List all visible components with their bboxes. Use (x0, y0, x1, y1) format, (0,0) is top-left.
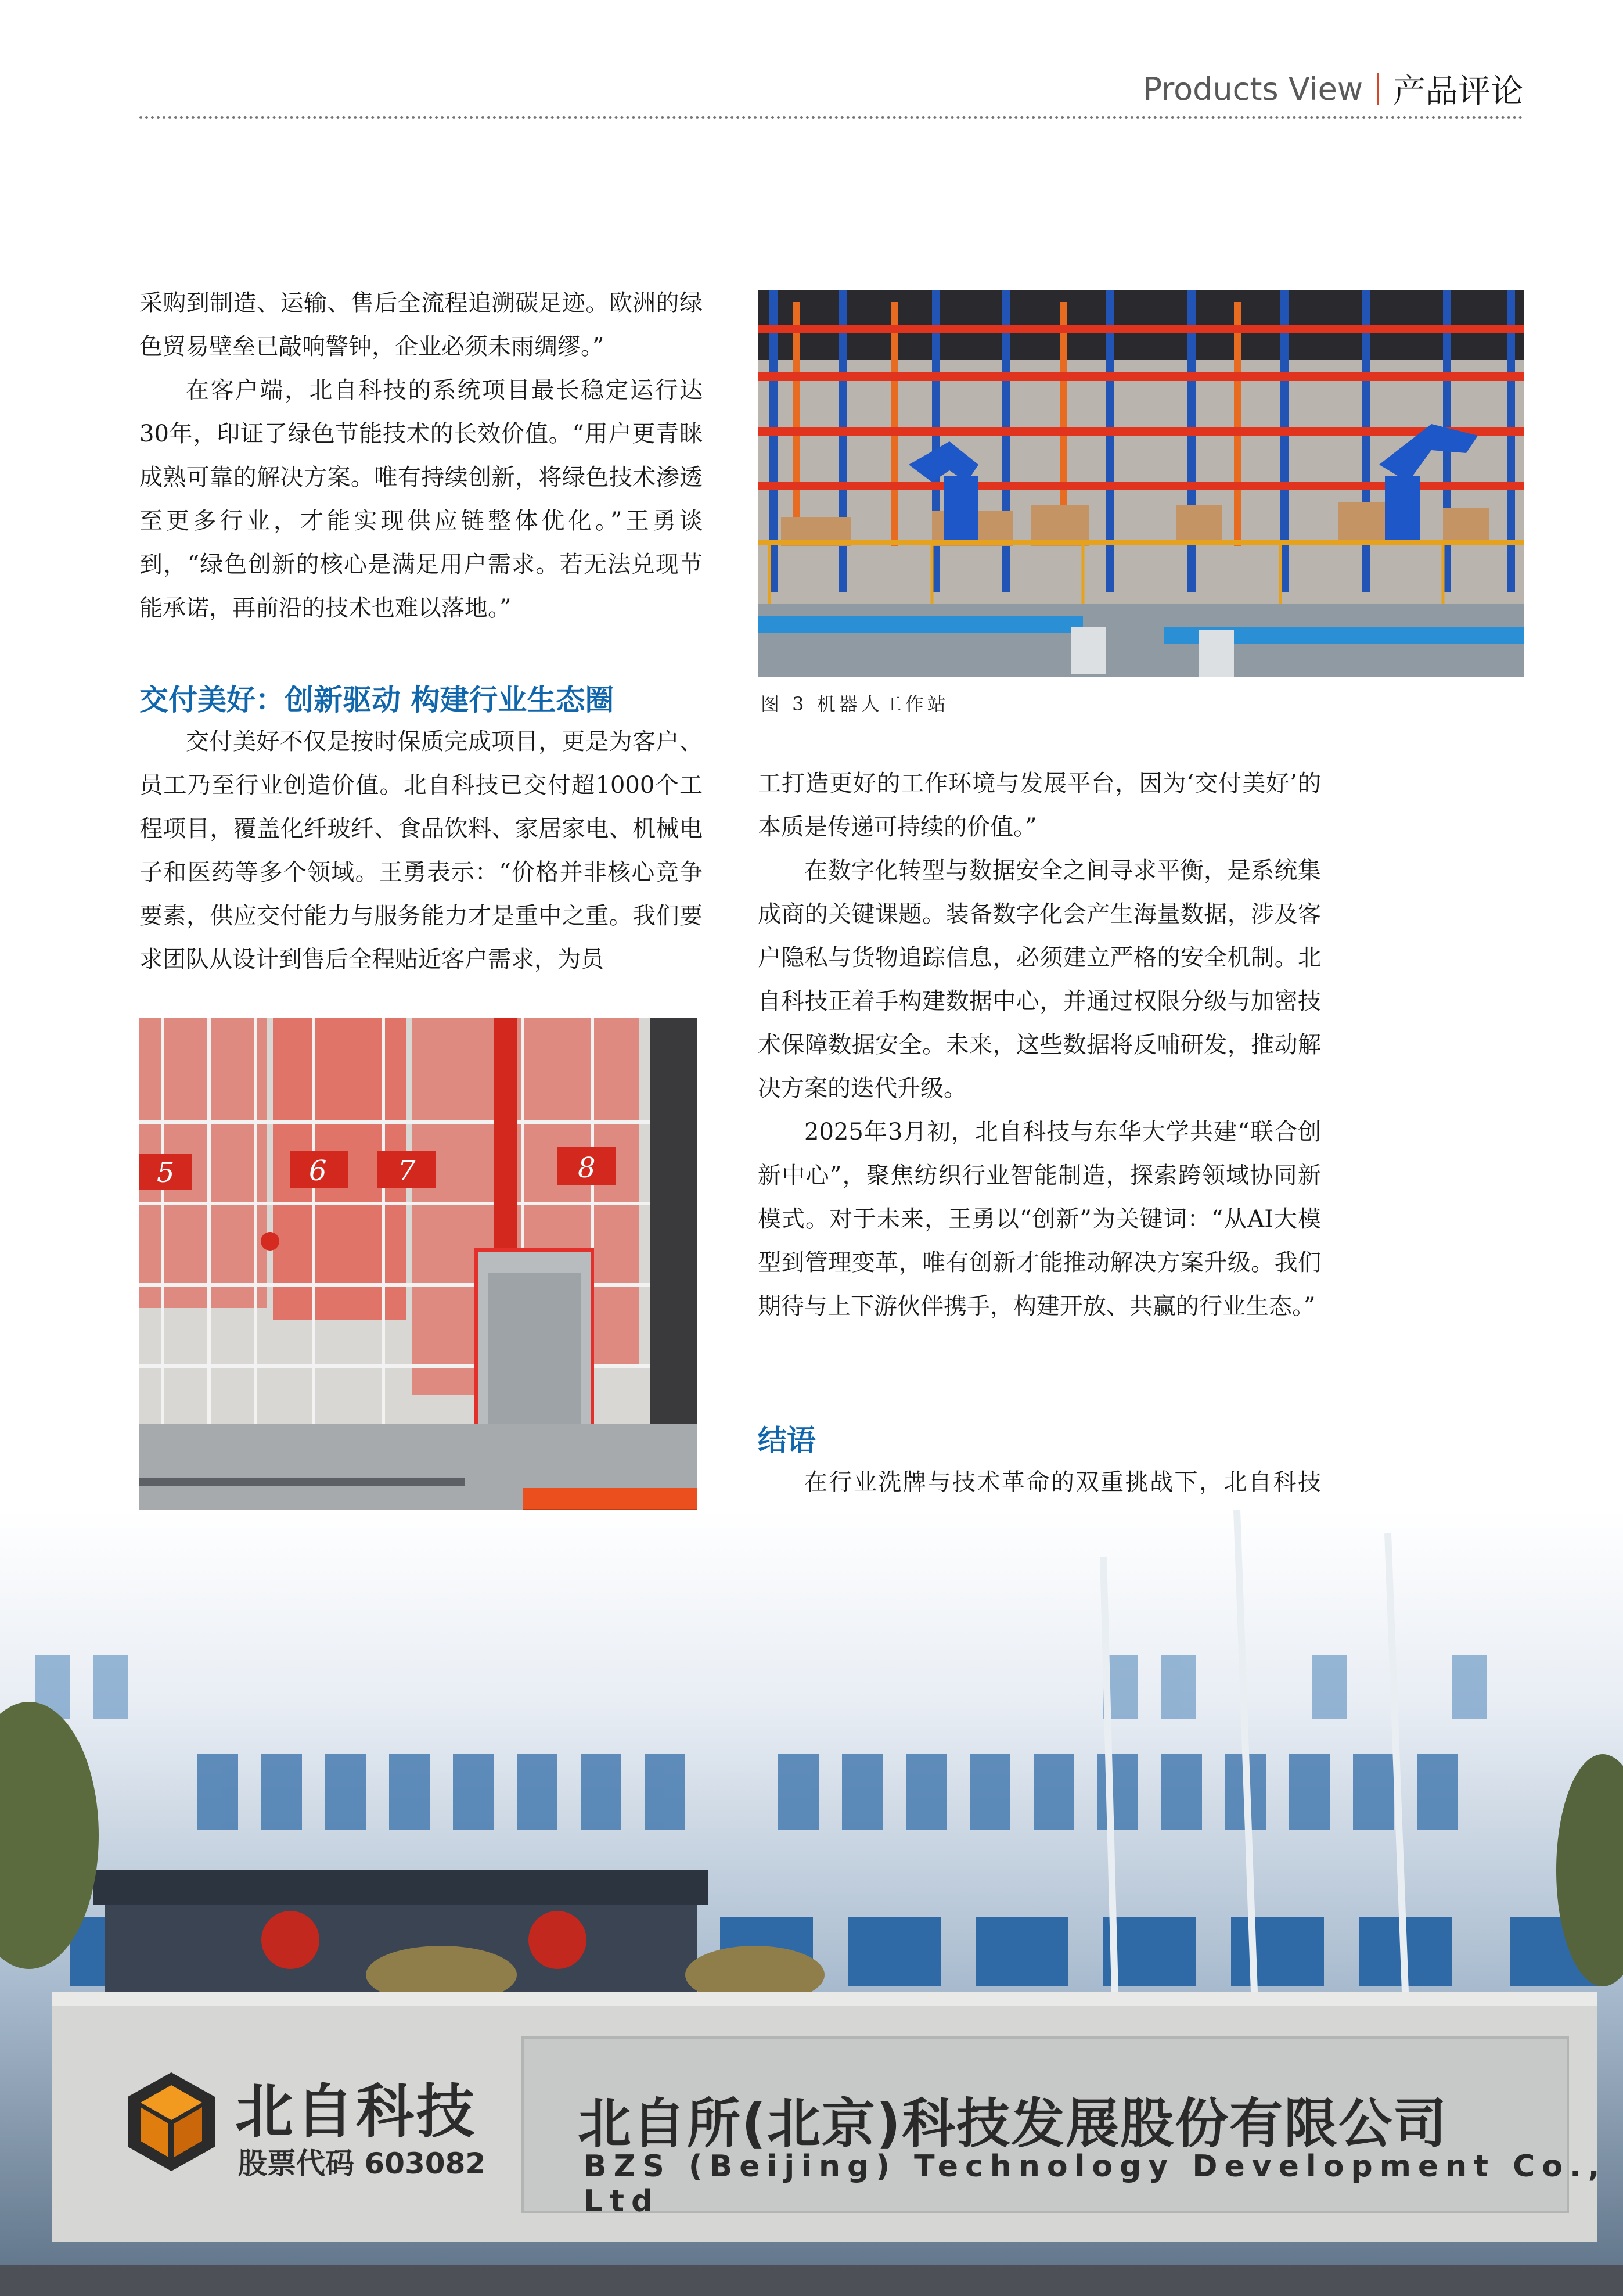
header-divider (1377, 73, 1379, 105)
rack-number: 6 (309, 1155, 327, 1187)
section-title-zh: 产品评论 (1393, 73, 1523, 110)
rack-number: 7 (398, 1155, 416, 1187)
paragraph: 采购到制造、运输、售后全流程追溯碳足迹。欧洲的绿色贸易壁垒已敲响警钟，企业必须未雨绸缪。” (139, 290, 703, 360)
rack-number: 5 (157, 1156, 175, 1189)
section-heading: 结语 (758, 1424, 816, 1457)
left-column-top (139, 282, 703, 630)
paragraph: 在数字化转型与数据安全之间寻求平衡，是系统集成商的关键课题。装备数字化会产生海量数据，涉及客户隐私与货物追踪信息，必须建立严格的安全机制。北自科技正着手构建数据中心，并通过权限分级与加密技术保障数据安全。未来，这些数据将反哺研发，推动解决方案的迭代升级。 (758, 857, 1321, 1102)
paragraph: 交付美好不仅是按时保质完成项目，更是为客户、员工乃至行业创造价值。北自科技已交付超1000个工程项目，覆盖化纤玻纤、食品饮料、家居家电、机械电子和医药等多个领域。王勇表示：“价格并非核心竞争要素，供应交付能力与服务能力才是重中之重。我们要求团队从设计到售后全程贴近客户需求，为员 (139, 728, 703, 973)
running-header (1143, 63, 1523, 115)
figure-3-caption: 图 3 机器人工作站 (761, 693, 949, 715)
header-dotted-rule (139, 116, 1523, 119)
paragraph: 2025年3月初，北自科技与东华大学共建“联合创新中心”，聚焦纺织行业智能制造，探索跨领域协同新模式。对于未来，王勇以“创新”为关键词：“从AI大模型到管理变革，唯有创新才能推动解决方案升级。我们期待与上下游伙伴携手，构建开放、共赢的行业生态。” (758, 1119, 1321, 1320)
company-name-en: BZS (Beijing) Technology Development Co., Ltd (584, 2149, 1607, 2219)
bzs-logo-icon (128, 2072, 215, 2171)
right-column-body (758, 762, 1321, 1328)
left-column-mid (139, 720, 703, 982)
stock-code: 股票代码 603082 (238, 2147, 486, 2180)
rack-number: 8 (578, 1152, 596, 1184)
brand-name: 北自科技 (235, 2078, 477, 2146)
figure-3-robot-workstation-photo (758, 290, 1524, 677)
company-name-zh: 北自所(北京)科技发展股份有限公司 (578, 2093, 1448, 2155)
section-heading: 交付美好：创新驱动 构建行业生态圈 (139, 683, 614, 717)
section-title-en: Products View (1143, 70, 1363, 107)
conclusion-text: 在行业洗牌与技术革命的双重挑战下，北自科技 (804, 1469, 1321, 1496)
paragraph: 在客户端，北自科技的系统项目最长稳定运行达30年，印证了绿色节能技术的长效价值。“用户更青睐成熟可靠的解决方案。唯有持续创新，将绿色技术渗透至更多行业，才能实现供应链整体优化。”王勇谈到，“绿色创新的核心是满足用户需求。若无法兑现节能承诺，再前沿的技术也难以落地。” (139, 377, 703, 621)
paragraph: 工打造更好的工作环境与发展平台，因为‘交付美好’的本质是传递可持续的价值。” (758, 770, 1321, 840)
